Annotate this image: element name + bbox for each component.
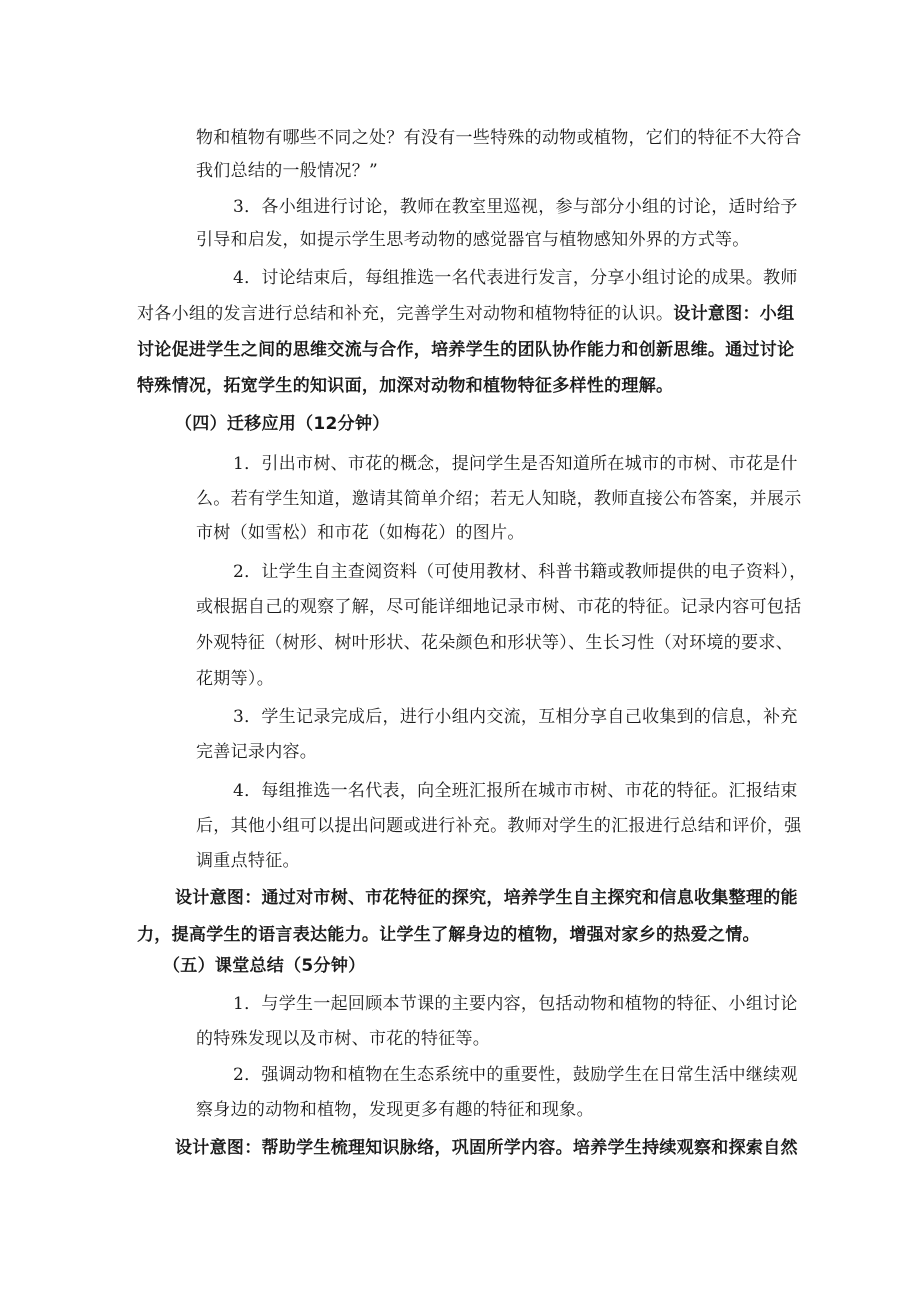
text-line: 4．讨论结束后，每组推选一名代表进行发言，分享小组讨论的成果。教师 [233,268,798,288]
design-intent-text: 特殊情况，拓宽学生的知识面，加深对动物和植物特征多样性的理解。 [137,376,674,396]
text-line: 的特殊发现以及市树、市花的特征等。 [196,1029,491,1049]
text-line: 3．各小组进行讨论，教师在教室里巡视，参与部分小组的讨论，适时给予 [233,197,798,217]
text-line: 1．引出市树、市花的概念，提问学生是否知道所在城市的市树、市花是什 [233,454,798,474]
text-line: 1．与学生一起回顾本节课的主要内容，包括动物和植物的特征、小组讨论 [233,994,798,1014]
text-line: 或根据自己的观察了解，尽可能详细地记录市树、市花的特征。记录内容可包括 [196,597,802,617]
text-line: 完善记录内容。 [196,742,318,762]
text-line: 花期等）。 [196,669,274,689]
text-line: 4．每组推选一名代表，向全班汇报所在城市市树、市花的特征。汇报结束 [233,781,798,801]
section-heading: （四）迁移应用（12分钟） [175,414,390,434]
text-line: 外观特征（树形、树叶形状、花朵颜色和形状等）、生长习性（对环境的要求、 [196,633,793,653]
design-intent-text: 力，提高学生的语言表达能力。让学生了解身边的植物，增强对家乡的热爱之情。 [137,925,760,945]
text-line: 调重点特征。 [196,851,300,871]
text-normal: 对各小组的发言进行总结和补充，完善学生对动物和植物特征的认识。 [137,304,674,324]
design-intent-text: 设计意图：通过对市树、市花特征的探究，培养学生自主探究和信息收集整理的能 [175,888,798,908]
text-line [137,303,794,325]
text-line: 引导和启发，如提示学生思考动物的感觉器官与植物感知外界的方式等。 [196,230,750,250]
text-line: 察身边的动物和植物，发现更多有趣的特征和现象。 [196,1100,594,1120]
text-line: 我们总结的一般情况？” [196,161,378,181]
text-line: 3．学生记录完成后，进行小组内交流，互相分享自己收集到的信息，补充 [233,707,798,727]
text-line: 2．让学生自主查阅资料（可使用教材、科普书籍或教师提供的电子资料）， [233,562,807,582]
section-heading: （五）课堂总结（5分钟） [163,956,366,976]
text-line: 物和植物有哪些不同之处？有没有一些特殊的动物或植物，它们的特征不大符合 [196,128,802,148]
text-line: 2．强调动物和植物在生态系统中的重要性，鼓励学生在日常生活中继续观 [233,1065,798,1085]
text-line: 后，其他小组可以提出问题或进行补充。教师对学生的汇报进行总结和评价，强 [196,816,802,836]
text-line: 市树（如雪松）和市花（如梅花）的图片。 [196,523,525,543]
design-intent-text: 设计意图：帮助学生梳理知识脉络，巩固所学内容。培养学生持续观察和探索自然 [175,1138,798,1158]
design-intent-text: 讨论促进学生之间的思维交流与合作，培养学生的团队协作能力和创新思维。通过讨论 [137,340,795,360]
text-line: 么。若有学生知道，邀请其简单介绍；若无人知晓，教师直接公布答案，并展示 [196,489,802,509]
design-intent-label: 设计意图：小组 [673,304,795,324]
